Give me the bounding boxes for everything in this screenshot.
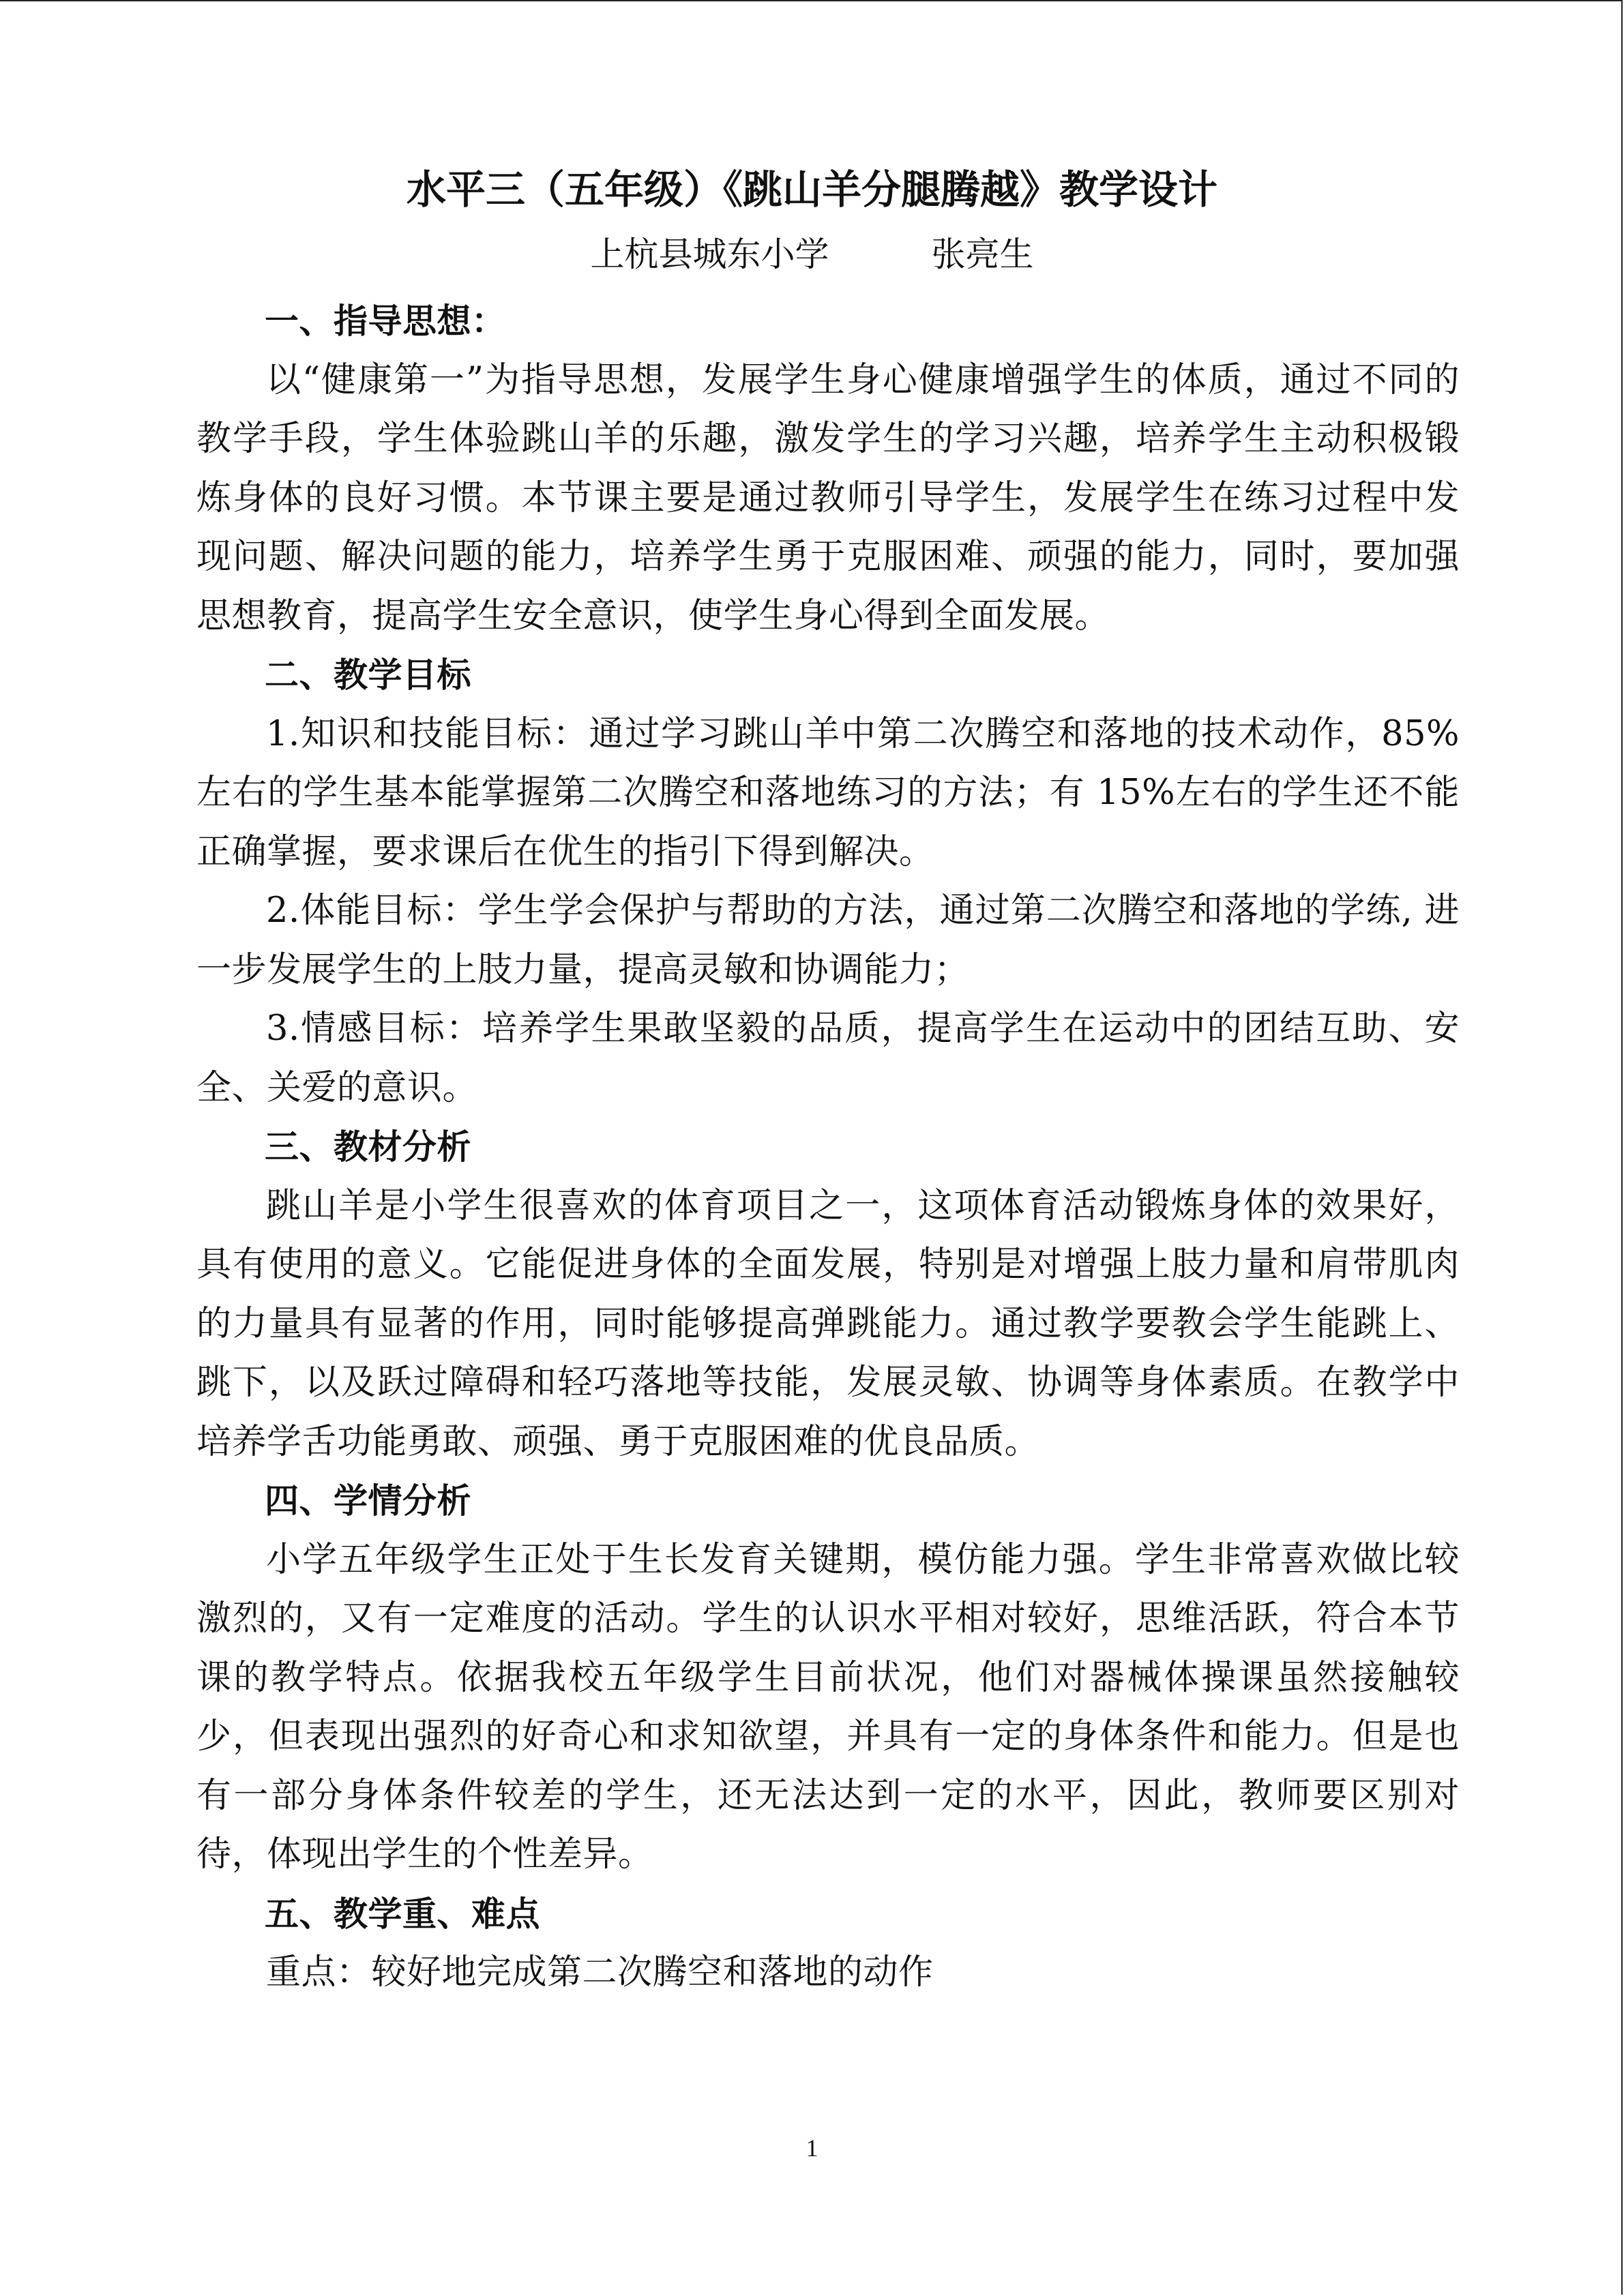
byline — [0, 230, 1624, 278]
section-heading-guiding: 一、指导思想： — [265, 301, 506, 341]
section-heading-learners: 四、学情分析 — [265, 1481, 471, 1521]
objective-knowledge: 1.知识和技能目标：通过学习跳山羊中第二次腾空和落地的技术动作，85%左右的学生基本能掌握第二次腾空和落地练习的方法；有 15%左右的学生还不能正确掌握，要求课后在优生的指引下得到解决。 — [196, 713, 1460, 872]
page-number: 1 — [806, 2134, 818, 2162]
school-name: 上杭县城东小学 — [590, 235, 829, 274]
key-point-emphasis: 重点：较好地完成第二次腾空和落地的动作 — [266, 1952, 934, 1993]
paragraph-learners: 小学五年级学生正处于生长发育关键期，模仿能力强。学生非常喜欢做比较激烈的，又有一定难度的活动。学生的认识水平相对较好，思维活跃，符合本节课的教学特点。依据我校五年级学生目前状况，他们对器械体操课虽然接触较少，但表现出强烈的好奇心和求知欲望，并具有一定的身体条件和能力。但是也有一部分身体条件较差的学生，还无法达到一定的水平，因此，教师要区别对待，体现出学生的个性差异。 — [196, 1539, 1460, 1875]
document-body — [196, 292, 1460, 2003]
section-heading-material: 三、教材分析 — [265, 1127, 471, 1167]
paragraph-guiding: 以“健康第一”为指导思想，发展学生身心健康增强学生的体质，通过不同的教学手段，学生体验跳山羊的乐趣，激发学生的学习兴趣，培养学生主动积极锻炼身体的良好习惯。本节课主要是通过教师引导学生，发展学生在练习过程中发现问题、解决问题的能力，培养学生勇于克服困难、顽强的能力，同时，要加强思想教育，提高学生安全意识，使学生身心得到全面发展。 — [196, 359, 1460, 636]
objective-fitness: 2.体能目标：学生学会保护与帮助的方法，通过第二次腾空和落地的学练, 进一步发展学生的上肢力量，提高灵敏和协调能力； — [196, 891, 1460, 990]
section-heading-objectives: 二、教学目标 — [265, 655, 471, 695]
author-name: 张亮生 — [931, 235, 1034, 274]
paragraph-material: 跳山羊是小学生很喜欢的体育项目之一，这项体育活动锻炼身体的效果好，具有使用的意义。它能促进身体的全面发展，特别是对增强上肢力量和肩带肌肉的力量具有显著的作用，同时能够提高弹跳能力。通过教学要教会学生能跳上、跳下，以及跃过障碍和轻巧落地等技能，发展灵敏、协调等身体素质。在教学中培养学舌功能勇敢、顽强、勇于克服困难的优良品质。 — [196, 1185, 1460, 1462]
document-title: 水平三（五年级）《跳山羊分腿腾越》教学设计 — [406, 166, 1217, 213]
objective-emotion: 3.情感目标：培养学生果敢坚毅的品质，提高学生在运动中的团结互助、安全、关爱的意识。 — [196, 1009, 1460, 1108]
section-heading-keypoints: 五、教学重、难点 — [265, 1894, 540, 1934]
